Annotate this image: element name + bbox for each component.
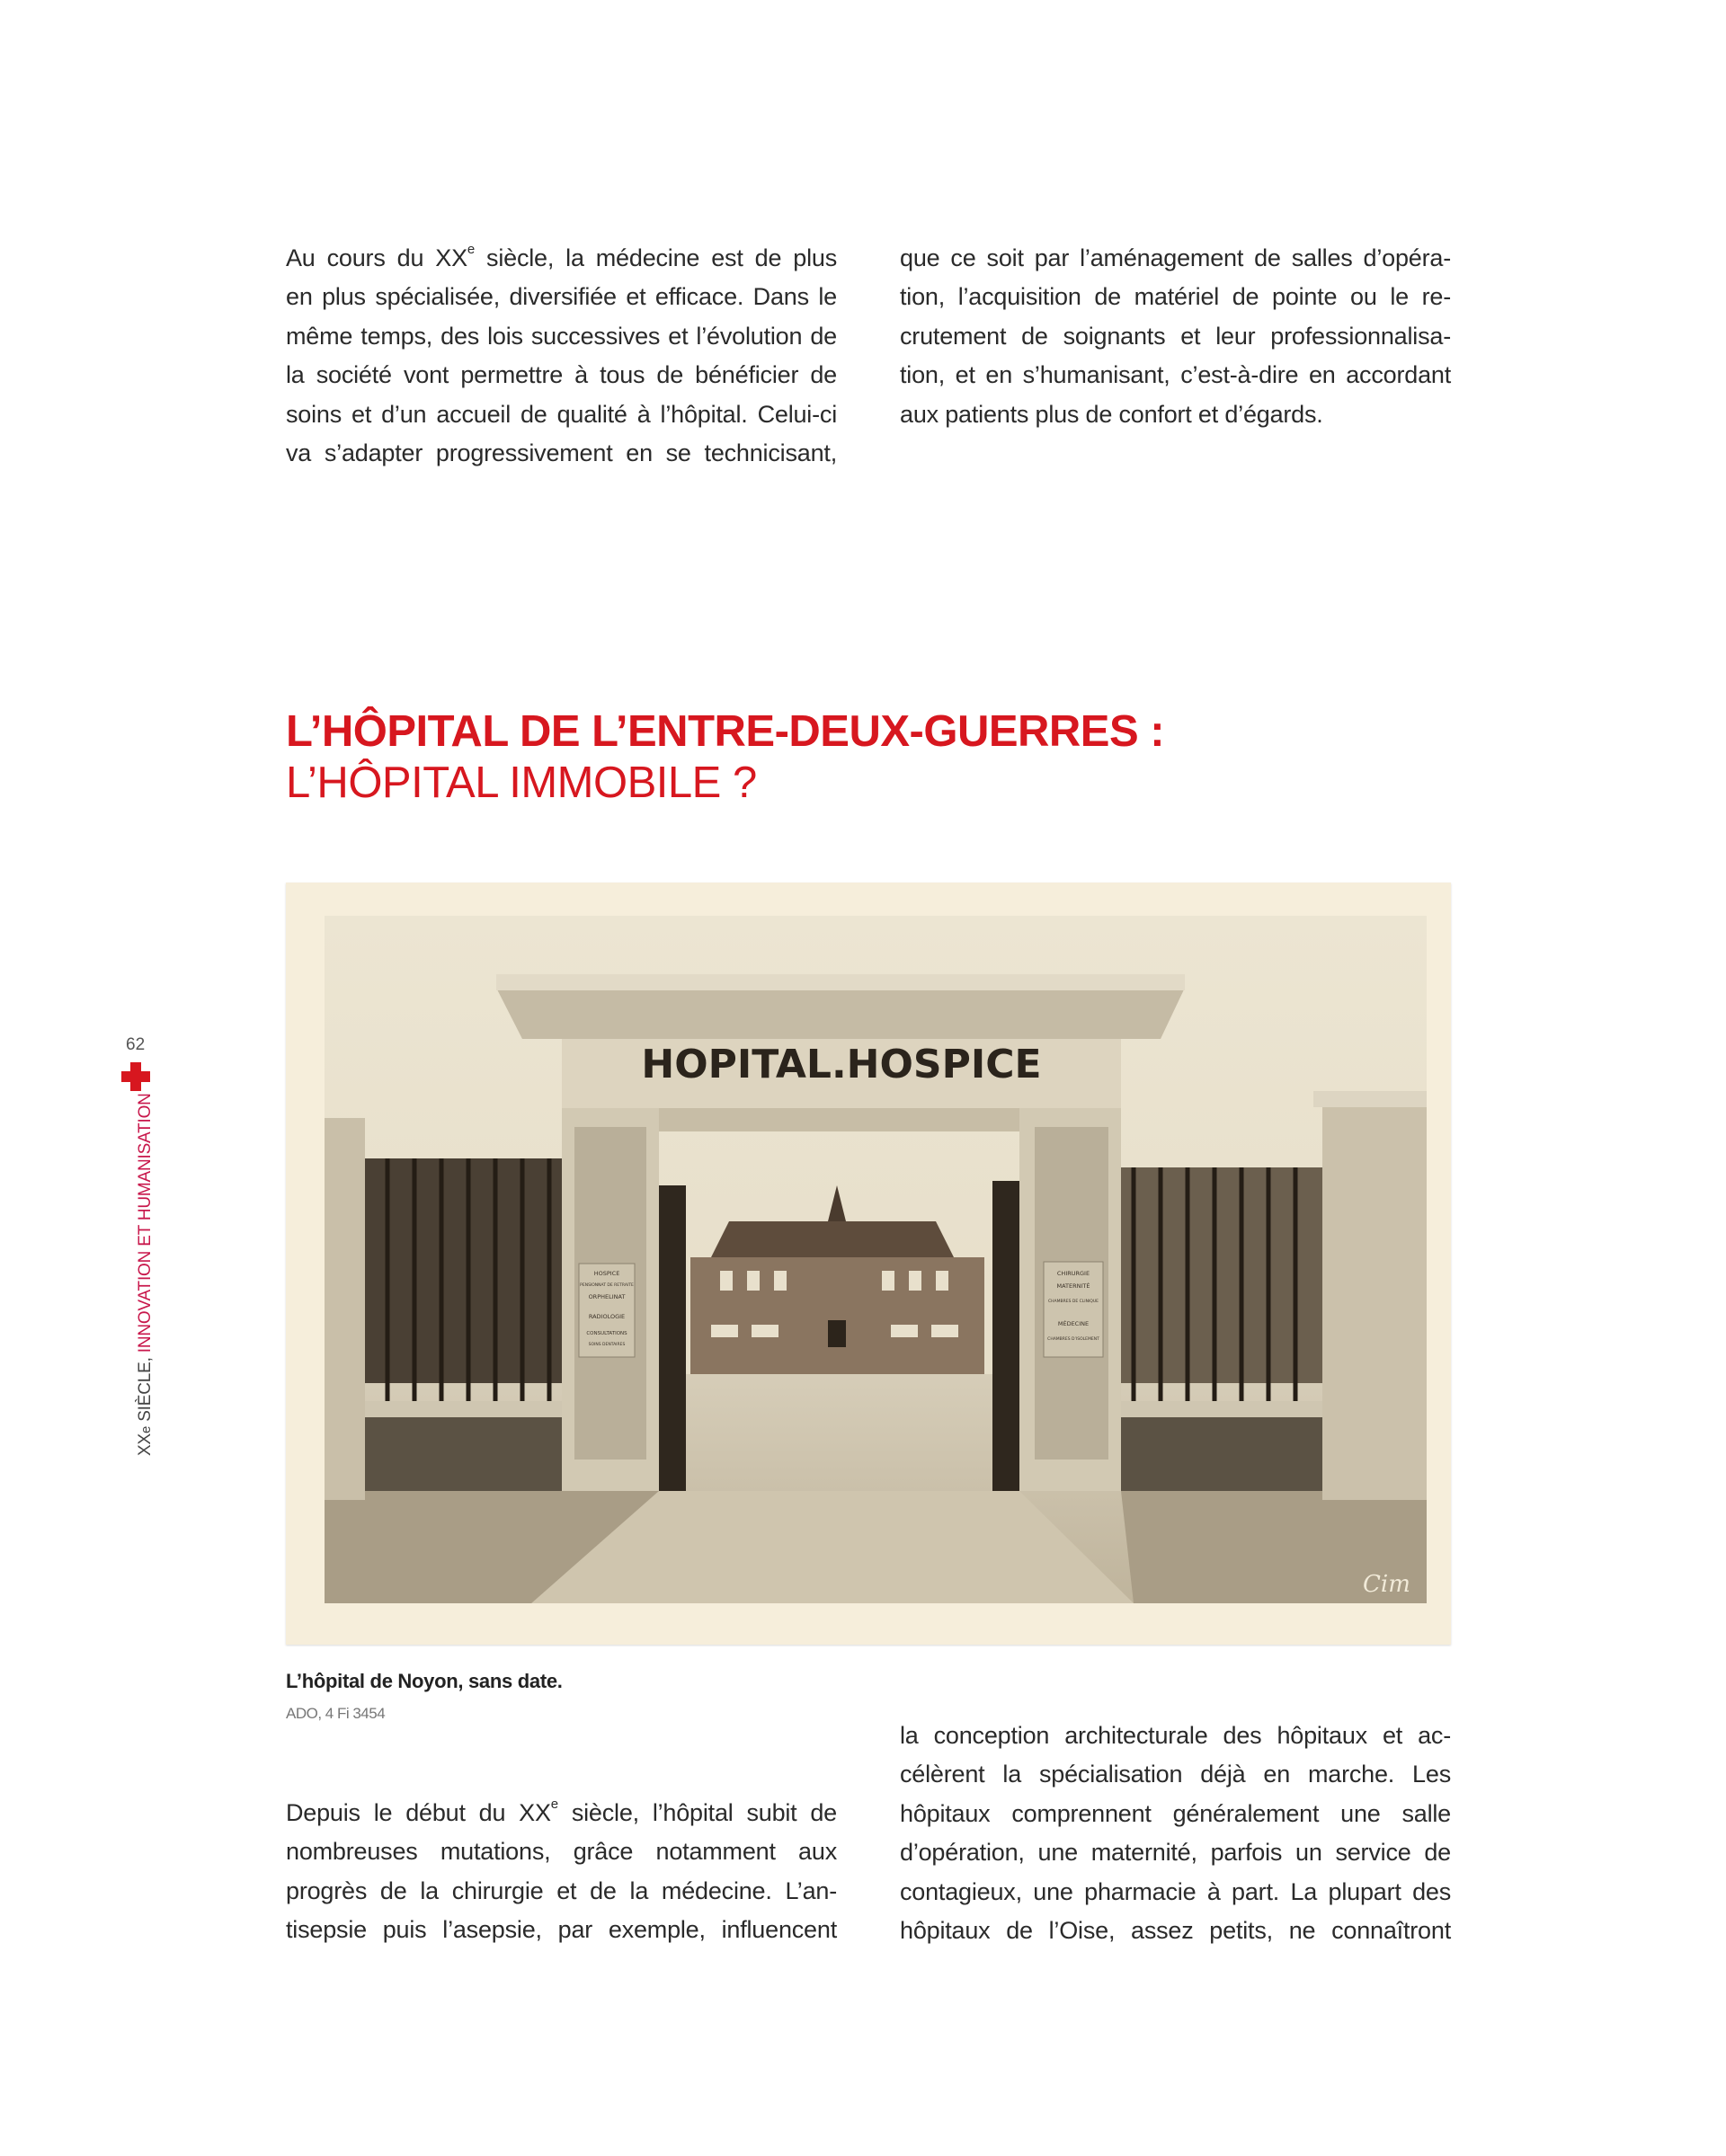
text-line: aux patients plus de confort et d’égards. xyxy=(900,400,1323,428)
svg-text:CHIRURGIE: CHIRURGIE xyxy=(1056,1270,1090,1277)
body-left-column xyxy=(286,1794,837,1950)
text-line: la société vont permettre à tous de bénéficier de xyxy=(286,361,837,389)
svg-text:CONSULTATIONS: CONSULTATIONS xyxy=(586,1331,627,1336)
text-line: nombreuses mutations, grâce notamment aux xyxy=(286,1838,837,1866)
text-line: tisepsie puis l’asepsie, par exemple, influencent xyxy=(286,1916,837,1944)
text-line: tion, et en s’humanisant, c’est-à-dire en accordant xyxy=(900,361,1451,389)
text-line: tion, l’acquisition de matériel de pointe ou le re- xyxy=(900,283,1451,311)
running-title-red: INNOVATION ET HUMANISATION xyxy=(136,1093,155,1353)
postcard-photo xyxy=(286,883,1451,1645)
text-line: contagieux, une pharmacie à part. La plupart des xyxy=(900,1877,1451,1905)
svg-text:CHAMBRES DE CLINIQUE: CHAMBRES DE CLINIQUE xyxy=(1048,1300,1099,1304)
figure-source: ADO, 4 Fi 3454 xyxy=(286,1705,386,1722)
running-title-prefix: XX xyxy=(136,1433,155,1456)
text-line: même temps, des lois successives et l’évolution de xyxy=(286,322,837,350)
body-right-column xyxy=(900,1717,1451,1950)
intro-right-column xyxy=(900,239,1451,434)
intro-left-column xyxy=(286,239,837,473)
text-line: que ce soit par l’aménagement de salles d’opéra- xyxy=(900,244,1451,271)
text-line: la conception architecturale des hôpitaux et ac- xyxy=(900,1722,1451,1749)
svg-text:HOSPICE: HOSPICE xyxy=(593,1270,620,1277)
svg-text:PENSIONNAT DE RETRAITE: PENSIONNAT DE RETRAITE xyxy=(580,1283,634,1288)
text-line: soins et d’un accueil de qualité à l’hôpital. Celui-ci xyxy=(286,400,837,428)
text-line: hôpitaux comprennent généralement une salle xyxy=(900,1799,1451,1827)
text-line: Au cours du XXe siècle, la médecine est de plus xyxy=(286,242,837,271)
svg-text:RADIOLOGIE: RADIOLOGIE xyxy=(588,1313,626,1320)
section-running-title xyxy=(136,1093,156,1456)
text-line: célèrent la spécialisation déjà en marche. Les xyxy=(900,1761,1451,1788)
section-subtitle: L’HÔPITAL IMMOBILE ? xyxy=(286,759,757,807)
text-line: progrès de la chirurgie et de la médecine. L’an- xyxy=(286,1877,837,1904)
svg-text:MÉDECINE: MÉDECINE xyxy=(1057,1320,1090,1327)
text-line: d’opération, une maternité, parfois un service de xyxy=(900,1839,1451,1867)
text-line: hôpitaux de l’Oise, assez petits, ne connaîtront xyxy=(900,1917,1451,1945)
publisher-mark: Cim xyxy=(1363,1571,1410,1598)
svg-text:SOINS DENTAIRES: SOINS DENTAIRES xyxy=(588,1343,626,1347)
red-cross-icon xyxy=(121,1062,150,1091)
running-title-mid: SIÈCLE, xyxy=(136,1353,155,1426)
gate-sign-text: HOPITAL.HOSPICE xyxy=(641,1042,1042,1087)
text-line: en plus spécialisée, diversifiée et efficace. Dans le xyxy=(286,283,837,311)
text-line: crutement de soignants et leur professionnalisa- xyxy=(900,322,1451,350)
figure-caption: L’hôpital de Noyon, sans date. xyxy=(286,1670,563,1692)
page-number: 62 xyxy=(126,1035,146,1054)
svg-text:MATERNITÉ: MATERNITÉ xyxy=(1056,1282,1090,1290)
svg-text:CHAMBRES D’ISOLEMENT: CHAMBRES D’ISOLEMENT xyxy=(1047,1337,1099,1342)
svg-text:ORPHELINAT: ORPHELINAT xyxy=(588,1293,626,1300)
section-title: L’HÔPITAL DE L’ENTRE-DEUX-GUERRES : xyxy=(286,707,1165,756)
running-title-sup: e xyxy=(138,1425,154,1434)
hospital-gate-photo xyxy=(325,916,1427,1603)
text-line: va s’adapter progressivement en se technicisant, xyxy=(286,439,837,467)
text-line: Depuis le début du XXe siècle, l’hôpital subit de xyxy=(286,1797,837,1826)
